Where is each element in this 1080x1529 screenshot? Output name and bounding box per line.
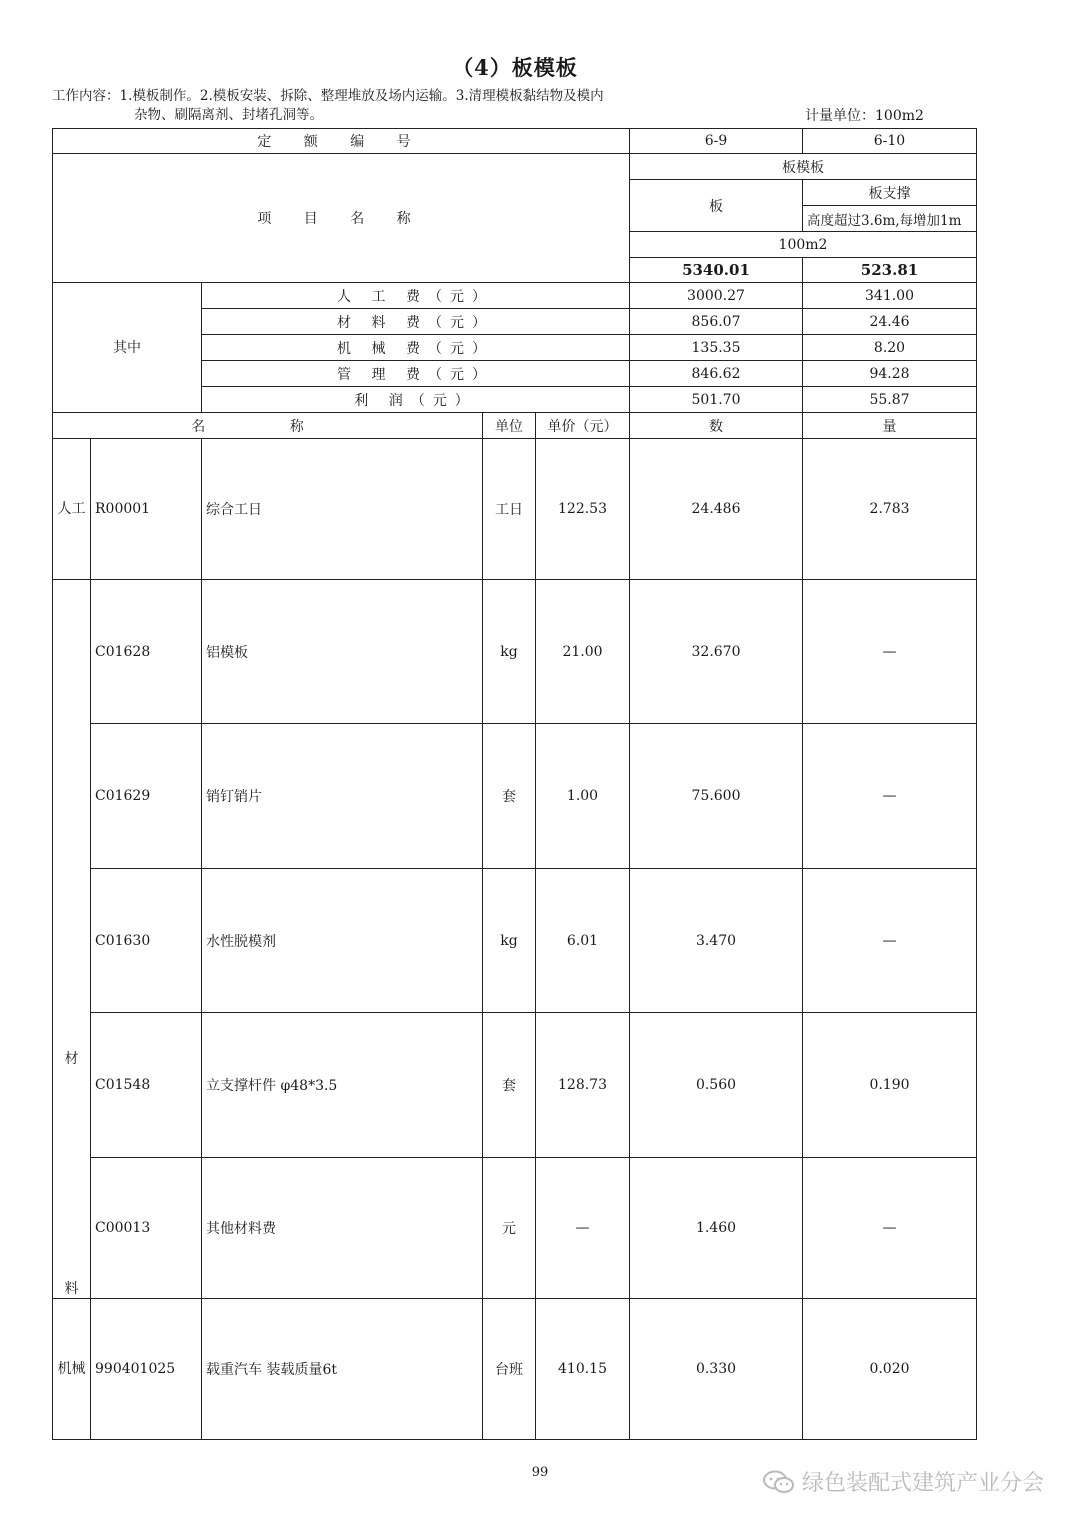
column-header-price: 单价（元） bbox=[536, 413, 630, 439]
item-group-name: 板模板 bbox=[630, 154, 977, 180]
resource-qty-2: — bbox=[803, 868, 977, 1012]
resource-code: C00013 bbox=[91, 1157, 202, 1298]
resource-price: — bbox=[536, 1157, 630, 1298]
column-header-qty-2: 量 bbox=[803, 413, 977, 439]
resource-unit: 套 bbox=[483, 724, 536, 868]
table-row bbox=[53, 1299, 977, 1440]
breakdown-profit-v2: 55.87 bbox=[803, 387, 977, 413]
resource-qty-1: 24.486 bbox=[630, 439, 803, 580]
table-row bbox=[53, 1013, 977, 1157]
resource-price: 21.00 bbox=[536, 580, 630, 724]
breakdown-profit-name: 利 润（元） bbox=[202, 387, 630, 413]
resource-qty-1: 3.470 bbox=[630, 868, 803, 1012]
resource-qty-2: — bbox=[803, 580, 977, 724]
resource-qty-2: — bbox=[803, 724, 977, 868]
item-unit: 100m2 bbox=[630, 232, 977, 258]
category-labor: 人工 bbox=[53, 439, 91, 580]
breakdown-material-name: 材 料 费（元） bbox=[202, 309, 630, 335]
breakdown-labor-v2: 341.00 bbox=[803, 283, 977, 309]
resource-qty-1: 0.560 bbox=[630, 1013, 803, 1157]
breakdown-management-name: 管 理 费（元） bbox=[202, 361, 630, 387]
resource-qty-2: 2.783 bbox=[803, 439, 977, 580]
breakdown-labor-v1: 3000.27 bbox=[630, 283, 803, 309]
item-col-slab-support: 板支撑 bbox=[803, 180, 977, 206]
watermark-text: 绿色装配式建筑产业分会 bbox=[801, 1471, 1044, 1496]
resource-unit: kg bbox=[483, 868, 536, 1012]
work-content bbox=[52, 87, 604, 125]
resource-price: 6.01 bbox=[536, 868, 630, 1012]
breakdown-machine-v1: 135.35 bbox=[630, 335, 803, 361]
resource-name: 综合工日 bbox=[202, 439, 483, 580]
resource-qty-1: 0.330 bbox=[630, 1299, 803, 1440]
item-name-label: 项 目 名 称 bbox=[53, 154, 630, 283]
resource-code: C01629 bbox=[91, 724, 202, 868]
table-row bbox=[53, 1157, 977, 1298]
quota-code-label: 定 额 编 号 bbox=[53, 129, 630, 154]
quota-table bbox=[52, 128, 977, 1440]
resource-name: 载重汽车 装载质量6t bbox=[202, 1299, 483, 1440]
measurement-unit-note: 计量单位：100m2 bbox=[805, 108, 924, 124]
table-row bbox=[53, 580, 977, 724]
work-content-line-2: 杂物、刷隔离剂、封堵孔洞等。 bbox=[134, 107, 323, 123]
base-price-6-10: 523.81 bbox=[803, 258, 977, 283]
resource-price: 122.53 bbox=[536, 439, 630, 580]
quota-code-6-9: 6-9 bbox=[630, 129, 803, 154]
item-col-slab: 板 bbox=[630, 180, 803, 232]
breakdown-management-v2: 94.28 bbox=[803, 361, 977, 387]
item-col-slab-support-sub: 高度超过3.6m,每增加1m bbox=[803, 206, 977, 232]
resource-code: C01628 bbox=[91, 580, 202, 724]
table-row bbox=[53, 724, 977, 868]
resource-name: 立支撑杆件 φ48*3.5 bbox=[202, 1013, 483, 1157]
resource-code: C01630 bbox=[91, 868, 202, 1012]
resource-qty-1: 1.460 bbox=[630, 1157, 803, 1298]
resource-code: C01548 bbox=[91, 1013, 202, 1157]
breakdown-machine-v2: 8.20 bbox=[803, 335, 977, 361]
category-material-char-2: 料 bbox=[64, 1281, 79, 1297]
watermark bbox=[762, 1466, 1044, 1497]
resource-price: 1.00 bbox=[536, 724, 630, 868]
table-row bbox=[53, 868, 977, 1012]
category-machine: 机械 bbox=[53, 1299, 91, 1440]
resource-unit: kg bbox=[483, 580, 536, 724]
breakdown-machine-name: 机 械 费（元） bbox=[202, 335, 630, 361]
base-price-6-9: 5340.01 bbox=[630, 258, 803, 283]
category-material bbox=[53, 580, 91, 1299]
resource-unit: 套 bbox=[483, 1013, 536, 1157]
breakdown-labor-name: 人 工 费（元） bbox=[202, 283, 630, 309]
work-content-line-1: 工作内容：1.模板制作。2.模板安装、拆除、整理堆放及场内运输。3.清理模板黏结物及模内 bbox=[52, 88, 604, 104]
resource-qty-2: — bbox=[803, 1157, 977, 1298]
resource-unit: 台班 bbox=[483, 1299, 536, 1440]
table-row bbox=[53, 439, 977, 580]
category-material-char-1: 材 bbox=[64, 1051, 79, 1067]
breakdown-profit-v1: 501.70 bbox=[630, 387, 803, 413]
breakdown-material-v1: 856.07 bbox=[630, 309, 803, 335]
resource-price: 410.15 bbox=[536, 1299, 630, 1440]
resource-name: 销钉销片 bbox=[202, 724, 483, 868]
resource-unit: 工日 bbox=[483, 439, 536, 580]
resource-price: 128.73 bbox=[536, 1013, 630, 1157]
resource-qty-2: 0.190 bbox=[803, 1013, 977, 1157]
breakdown-label: 其中 bbox=[53, 283, 202, 413]
quota-code-6-10: 6-10 bbox=[803, 129, 977, 154]
resource-name: 水性脱模剂 bbox=[202, 868, 483, 1012]
page-number: 99 bbox=[531, 1465, 549, 1480]
breakdown-material-v2: 24.46 bbox=[803, 309, 977, 335]
resource-name: 其他材料费 bbox=[202, 1157, 483, 1298]
column-header-unit: 单位 bbox=[483, 413, 536, 439]
resource-name: 铝模板 bbox=[202, 580, 483, 724]
column-header-name: 名 称 bbox=[53, 413, 483, 439]
resource-code: R00001 bbox=[91, 439, 202, 580]
column-header-qty-1: 数 bbox=[630, 413, 803, 439]
page-title: （4）板模板 bbox=[452, 55, 578, 80]
resource-qty-1: 75.600 bbox=[630, 724, 803, 868]
resource-qty-2: 0.020 bbox=[803, 1299, 977, 1440]
resource-code: 990401025 bbox=[91, 1299, 202, 1440]
resource-qty-1: 32.670 bbox=[630, 580, 803, 724]
wechat-icon bbox=[762, 1470, 796, 1494]
breakdown-management-v1: 846.62 bbox=[630, 361, 803, 387]
resource-unit: 元 bbox=[483, 1157, 536, 1298]
